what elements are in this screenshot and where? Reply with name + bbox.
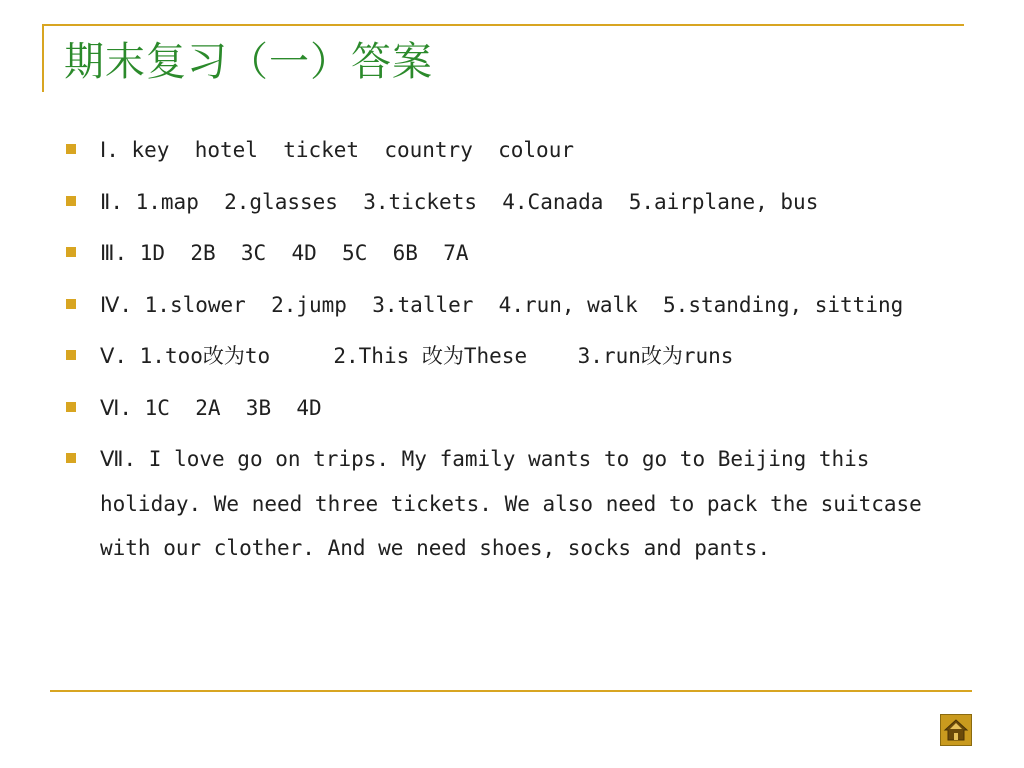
bottom-divider bbox=[50, 690, 972, 692]
list-item-text: Ⅵ. 1C 2A 3B 4D bbox=[100, 395, 322, 420]
bullet-icon bbox=[66, 144, 76, 154]
list-item bbox=[64, 283, 964, 328]
home-icon bbox=[941, 715, 971, 745]
list-item-text: Ⅲ. 1D 2B 3C 4D 5C 6B 7A bbox=[100, 241, 469, 265]
top-divider bbox=[42, 24, 964, 26]
home-button[interactable] bbox=[940, 714, 972, 746]
list-item bbox=[64, 437, 964, 571]
list-item-text: Ⅱ. 1.map 2.glasses 3.tickets 4.Canada 5.airplane, bus bbox=[100, 189, 819, 214]
list-item-text: Ⅰ. key hotel ticket country colour bbox=[100, 138, 574, 162]
bullet-icon bbox=[66, 453, 76, 463]
list-item bbox=[64, 231, 964, 276]
bullet-icon bbox=[66, 402, 76, 412]
list-item-text: Ⅶ. I love go on trips. My family wants to go to Beijing this holiday. We need three tickets. We also need to pack the suitcase with our clother. And we need shoes, socks and pants. bbox=[100, 447, 935, 560]
list-item bbox=[64, 180, 964, 225]
list-item-text: Ⅴ. 1.too改为to 2.This 改为These 3.run改为runs bbox=[100, 344, 734, 368]
answer-list bbox=[64, 128, 964, 578]
bullet-icon bbox=[66, 247, 76, 257]
title-left-divider bbox=[42, 24, 44, 92]
list-item bbox=[64, 386, 964, 431]
bullet-icon bbox=[66, 350, 76, 360]
page-title: 期末复习（一）答案 bbox=[64, 39, 433, 85]
bullet-icon bbox=[66, 299, 76, 309]
list-item bbox=[64, 334, 964, 379]
bullet-icon bbox=[66, 196, 76, 206]
list-item-text: Ⅳ. 1.slower 2.jump 3.taller 4.run, walk 5.standing, sitting bbox=[100, 292, 904, 317]
list-item bbox=[64, 128, 964, 173]
